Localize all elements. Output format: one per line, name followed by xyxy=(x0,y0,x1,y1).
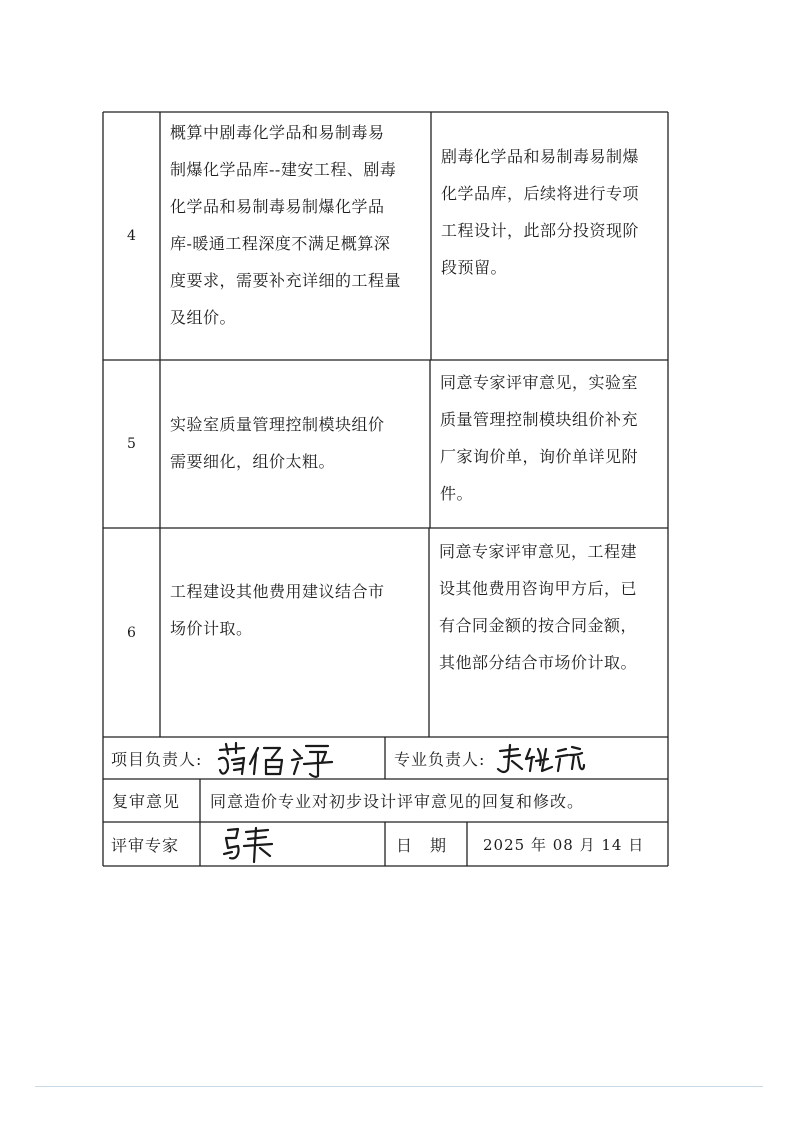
expert-signature xyxy=(222,824,278,866)
review-label: 复审意见 xyxy=(112,792,181,811)
row-number: 6 xyxy=(127,624,136,641)
issue-text: 概算中剧毒化学品和易制毒易 制爆化学品库--建安工程、剧毒 化学品和易制毒易制爆化学品 库-暖通工程深度不满足概算深 度要求，需要补充详细的工程量 及组价。 xyxy=(170,123,402,327)
expert-label: 评审专家 xyxy=(111,835,180,855)
scan-edge-line xyxy=(35,1086,763,1087)
date-label: 日 期 xyxy=(396,835,448,855)
project-lead-signature xyxy=(214,740,338,778)
review-text: 同意造价专业对初步设计评审意见的回复和修改。 xyxy=(210,792,585,811)
issue-text: 工程建设其他费用建议结合市 场价计取。 xyxy=(170,582,385,638)
discipline-lead-label: 专业负责人: xyxy=(394,749,486,769)
reply-text: 剧毒化学品和易制毒易制爆 化学品库，后续将进行专项 工程设计，此部分投资现阶 段预留。 xyxy=(441,147,640,277)
project-lead-label: 项目负责人: xyxy=(111,749,203,769)
date-value: 2025 年 08 月 14 日 xyxy=(483,835,645,854)
reply-text: 同意专家评审意见，实验室 质量管理控制模块组价补充 厂家询价单，询价单详见附 件。 xyxy=(440,373,639,503)
reply-text: 同意专家评审意见，工程建 设其他费用咨询甲方后，已 有合同金额的按合同金额， 其他部分结合市场价计取。 xyxy=(439,542,638,672)
issue-text: 实验室质量管理控制模块组价 需要细化，组价太粗。 xyxy=(170,415,385,471)
discipline-lead-signature xyxy=(494,743,586,775)
row-number: 5 xyxy=(127,436,136,452)
row-number: 4 xyxy=(127,228,136,244)
